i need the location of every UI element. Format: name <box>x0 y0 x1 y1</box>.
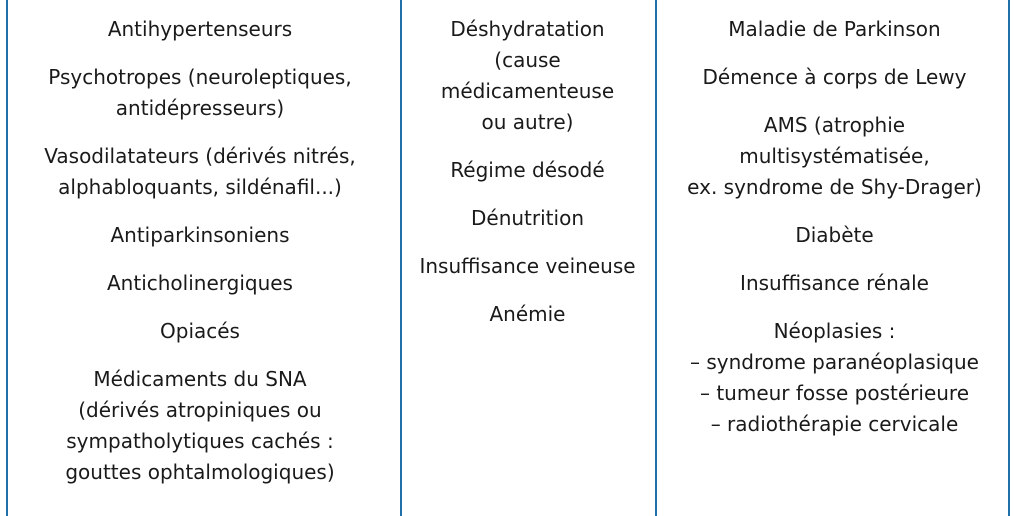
column-disease-causes <box>655 0 1014 516</box>
cell-neoplasies: Néoplasies : – syndrome paranéoplasique – tumeur fosse postérieure – radiothérapie cervicale <box>690 319 979 436</box>
cell-lewy: Démence à corps de Lewy <box>702 65 967 89</box>
cell-insuffisance-renale: Insuffisance rénale <box>740 271 929 295</box>
cell-insuffisance-veineuse: Insuffisance veineuse <box>419 254 636 278</box>
cell-ams: AMS (atrophie multisystématisée, ex. syndrome de Shy-Drager) <box>687 113 982 199</box>
cell-psychotropes: Psychotropes (neuroleptiques, antidépresseurs) <box>48 65 352 120</box>
cell-antiparkinsoniens: Antiparkinsoniens <box>110 223 290 247</box>
cell-parkinson: Maladie de Parkinson <box>728 17 941 41</box>
column-drug-causes <box>0 0 400 516</box>
cell-diabete: Diabète <box>795 223 874 247</box>
cell-deshydratation: Déshydratation (cause médicamenteuse ou autre) <box>440 17 615 134</box>
cell-opiaces: Opiacés <box>160 319 240 343</box>
cell-denutrition: Dénutrition <box>471 206 584 230</box>
cell-regime-desode: Régime désodé <box>450 158 605 182</box>
cell-vasodilatateurs: Vasodilatateurs (dérivés nitrés, alphabloquants, sildénafil...) <box>44 144 356 199</box>
column-volume-causes <box>400 0 655 516</box>
cell-antihypertenseurs: Antihypertenseurs <box>107 17 293 41</box>
cell-anemie: Anémie <box>489 302 566 326</box>
cell-medicaments-sna: Médicaments du SNA (dérivés atropiniques ou sympatholytiques cachés : gouttes ophtalmologiques) <box>65 367 335 484</box>
cell-anticholinergiques: Anticholinergiques <box>107 271 293 295</box>
